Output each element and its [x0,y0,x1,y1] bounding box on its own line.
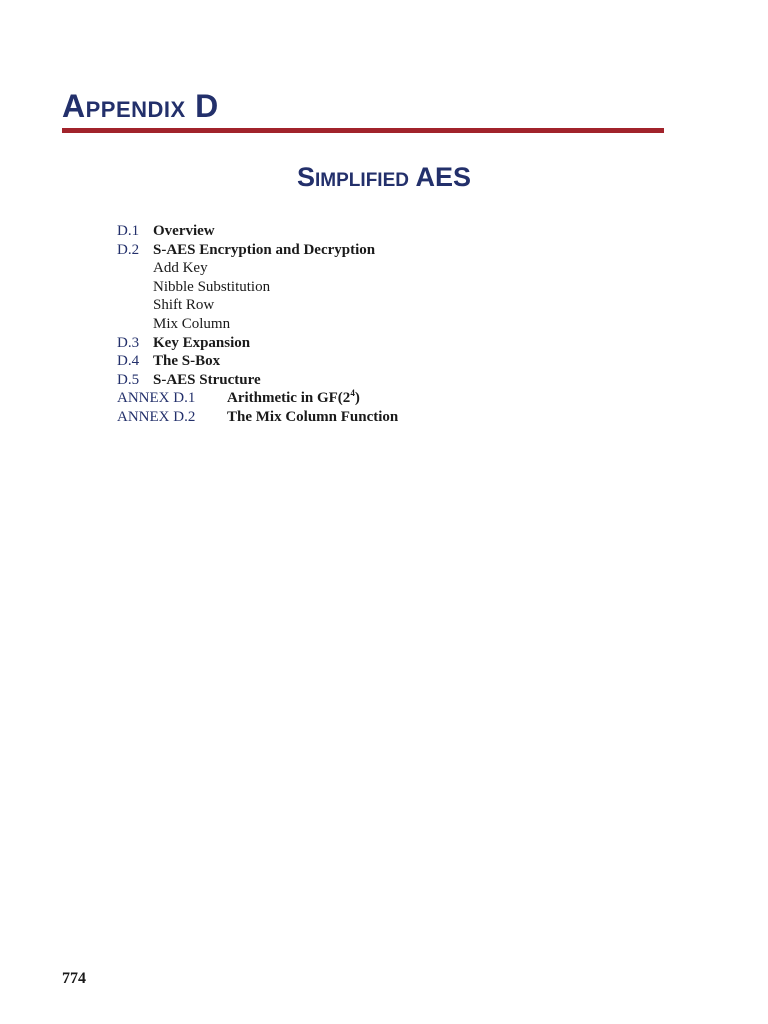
toc-number: ANNEX D.2 [117,408,196,425]
toc-number: ANNEX D.1 [117,390,196,407]
toc-label [227,389,360,408]
toc-number: D.3 [117,334,140,351]
toc-sublabel: Add Key [153,260,208,277]
toc-label: The Mix Column Function [227,408,399,425]
toc-number: D.2 [117,241,140,258]
chapter-title: Simplified AES [297,162,471,192]
toc-number: D.5 [117,371,140,388]
toc-label: S-AES Encryption and Decryption [153,241,376,258]
title-rule [62,128,664,133]
toc-label: S-AES Structure [153,371,261,388]
toc-sublabel: Mix Column [153,315,231,332]
toc-label: Key Expansion [153,334,251,351]
toc-label-text: Arithmetic in GF(2 [227,390,351,407]
superscript-exponent: 4 [350,388,355,399]
toc-number: D.4 [117,353,140,370]
toc-label-close: ) [354,390,360,407]
appendix-title: Appendix D [62,88,219,124]
toc-label: The S-Box [153,353,221,370]
toc-label: Overview [153,223,215,239]
page-number: 774 [62,970,86,987]
toc-number: D.1 [117,223,140,239]
toc-sublabel: Nibble Substitution [153,278,271,295]
toc-sublabel: Shift Row [153,297,215,314]
